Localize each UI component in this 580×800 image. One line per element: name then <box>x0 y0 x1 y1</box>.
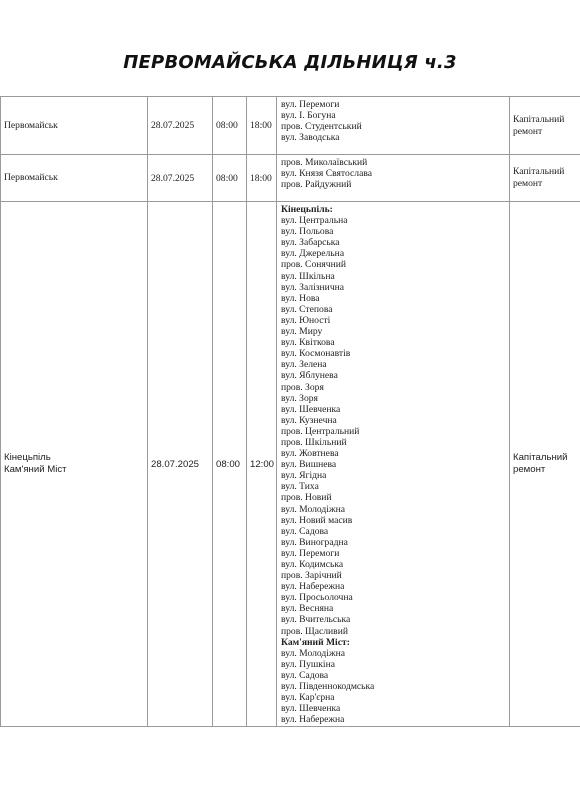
work-type-line: ремонт <box>513 178 543 189</box>
time-from-cell: 08:00 <box>213 202 247 727</box>
street-item: вул. Весняна <box>281 603 334 615</box>
street-item: вул. Квіткова <box>281 337 335 349</box>
settlement-cell <box>1 97 148 155</box>
street-item: вул. Князя Святослава <box>281 168 372 180</box>
street-item: вул. Новий масив <box>281 514 353 526</box>
street-item: вул. Юності <box>281 314 331 326</box>
street-item: вул. Молодіжна <box>281 647 345 659</box>
street-item: вул. Молодіжна <box>281 503 345 515</box>
table-row <box>1 155 580 202</box>
settlement-name: Кам'яний Міст <box>4 464 67 476</box>
street-item: вул. Космонавтів <box>281 348 351 360</box>
time-from-cell: 08:00 <box>213 155 247 202</box>
street-item: вул. Кодимська <box>281 559 344 570</box>
street-item: вул. Кар'єрна <box>281 692 335 704</box>
outage-table <box>0 96 580 727</box>
street-item: вул. І. Богуна <box>281 110 336 122</box>
settlement-name: Кінецьпіль <box>4 452 51 464</box>
settlement-heading: Кам'яний Міст: <box>281 636 350 648</box>
settlement-name: Первомайськ <box>4 119 58 131</box>
street-item: вул. Кузнечна <box>281 414 337 426</box>
time-to-cell: 18:00 <box>247 155 277 202</box>
time-from-cell: 08:00 <box>213 97 247 155</box>
street-item: пров. Сонячний <box>281 259 347 271</box>
street-item: пров. Новий <box>281 492 332 504</box>
street-item: вул. Заводська <box>281 132 340 144</box>
streets-cell <box>277 155 510 202</box>
street-item: вул. Жовтнева <box>281 448 339 460</box>
date-cell: 28.07.2025 <box>148 97 213 155</box>
page-title: ПЕРВОМАЙСЬКА ДІЛЬНИЦЯ ч.3 <box>123 52 457 73</box>
streets-cell <box>277 97 510 155</box>
street-item: вул. Забарська <box>281 237 340 249</box>
street-item: вул. Польова <box>281 226 334 238</box>
street-item: вул. Виноградна <box>281 536 348 548</box>
street-item: вул. Перемоги <box>281 99 340 110</box>
street-item: вул. Ягідна <box>281 470 327 482</box>
street-item: вул. Садова <box>281 669 329 681</box>
street-item: вул. Просьолочна <box>281 592 353 604</box>
street-item: вул. Набережна <box>281 714 345 726</box>
work-type-line: ремонт <box>513 125 543 137</box>
street-item: пров. Шкільний <box>281 436 347 448</box>
street-item: вул. Зоря <box>281 392 318 404</box>
street-item: вул. Перемоги <box>281 547 340 559</box>
streets-cell <box>277 202 510 727</box>
street-item: вул. Вчительська <box>281 614 351 626</box>
street-item: вул. Центральна <box>281 215 348 227</box>
date-cell: 28.07.2025 <box>148 202 213 727</box>
table-row <box>1 97 580 155</box>
work-type-cell <box>510 155 580 202</box>
street-item: вул. Шевченка <box>281 703 341 715</box>
street-item: пров. Студентський <box>281 121 362 133</box>
street-item: вул. Набережна <box>281 581 345 593</box>
street-item: вул. Миру <box>281 326 323 338</box>
street-item: вул. Залізнична <box>281 281 345 293</box>
street-item: вул. Степова <box>281 303 333 315</box>
street-item: пров. Миколаївський <box>281 157 368 168</box>
street-item: пров. Щасливий <box>281 625 348 637</box>
work-type-line: ремонт <box>513 464 546 476</box>
street-item: вул. Джерельна <box>281 248 345 260</box>
street-item: вул. Тиха <box>281 481 319 493</box>
time-to-cell: 12:00 <box>247 202 277 727</box>
street-item: вул. Шевченка <box>281 403 341 415</box>
settlement-name: Первомайськ <box>4 172 58 183</box>
street-item: пров. Зоря <box>281 381 324 393</box>
street-item: пров. Центральний <box>281 425 360 437</box>
date-cell: 28.07.2025 <box>148 155 213 202</box>
settlement-cell <box>1 155 148 202</box>
work-type-line: Капітальний <box>513 166 565 177</box>
settlement-heading: Кінецьпіль: <box>281 204 333 215</box>
street-item: вул. Нова <box>281 292 320 304</box>
time-to-cell: 18:00 <box>247 97 277 155</box>
street-item: пров. Зарічний <box>281 570 342 582</box>
street-item: вул. Шкільна <box>281 270 335 282</box>
street-item: пров. Райдужний <box>281 179 352 191</box>
street-item: вул. Пушкіна <box>281 658 335 670</box>
street-item: вул. Вишнева <box>281 459 337 471</box>
work-type-line: Капітальний <box>513 452 568 464</box>
work-type-cell <box>510 202 580 727</box>
street-item: вул. Зелена <box>281 359 327 371</box>
street-item: вул. Яблунева <box>281 370 338 382</box>
table-row <box>1 202 580 727</box>
street-item: вул. Садова <box>281 525 329 537</box>
work-type-line: Капітальний <box>513 113 565 125</box>
work-type-cell <box>510 97 580 155</box>
street-item: вул. Південнокодмська <box>281 681 375 693</box>
settlement-cell <box>1 202 148 727</box>
